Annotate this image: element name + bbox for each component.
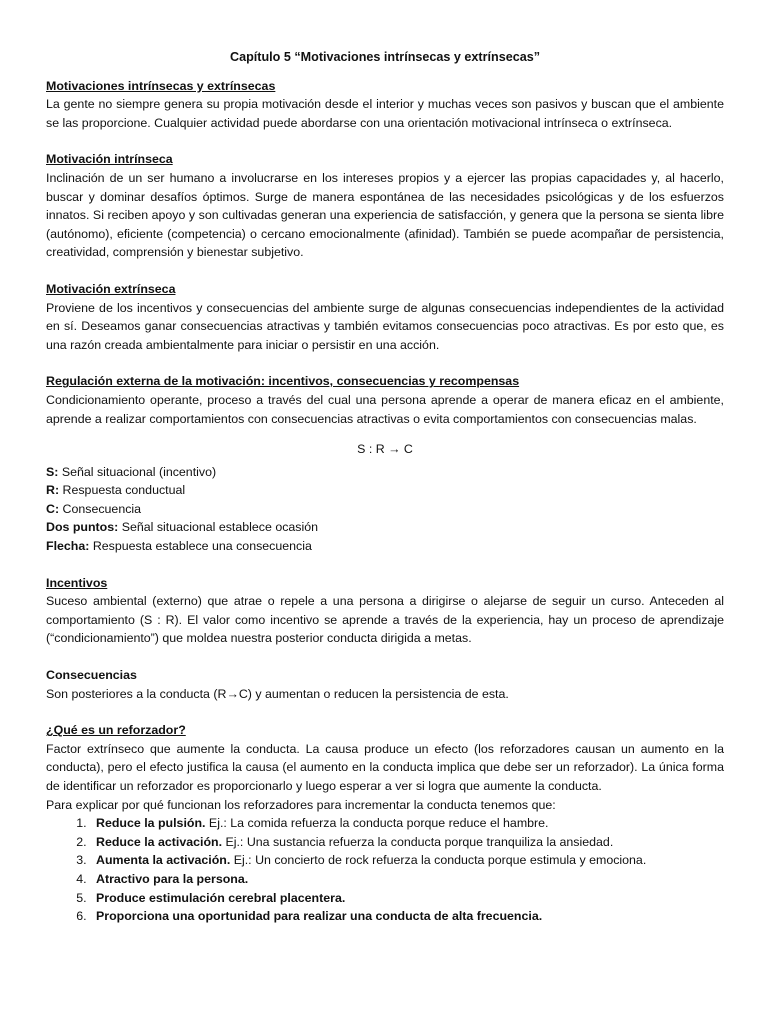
section-consecuencias (46, 666, 724, 703)
definition-desc: Respuesta conductual (59, 483, 186, 498)
definition-desc: Consecuencia (59, 501, 142, 516)
section-heading: Motivación extrínseca (46, 281, 176, 296)
section-heading: Motivación intrínseca (46, 152, 173, 167)
definition-item (46, 463, 724, 482)
section-paragraph: Inclinación de un ser humano a involucrarse en los intereses propios y a ejercer las propias capacidades y, al hacerlo, buscar y dominar desafíos óptimos. Surge de manera espontánea de las necesidades psicológicas y de los esfuerzos innatos. Si reciben apoyo y son cultivadas generan una experiencia de satisfacción, y genera que la persona se sienta libre (autónomo), eficiente (competencia) o cercano emocionalmente (afinidad). También se puede acompañar de persistencia, creatividad, comprensión y bienestar subjetivo. (46, 170, 724, 260)
list-item (90, 833, 724, 852)
list-item-bold: Reduce la pulsión. (96, 816, 206, 831)
definition-term: S: (46, 464, 59, 479)
page-title: Capítulo 5 “Motivaciones intrínsecas y extrínsecas” (229, 50, 541, 64)
list-item-text: Ej.: La comida refuerza la conducta porque reduce el hambre. (205, 816, 549, 831)
definition-list (46, 463, 724, 556)
definition-desc: Respuesta establece una consecuencia (89, 539, 312, 554)
definition-desc: Señal situacional (incentivo) (58, 464, 217, 479)
section-paragraph: Condicionamiento operante, proceso a través del cual una persona aprende a operar de manera eficaz en el ambiente, aprende a realizar comportamientos con consecuencias atractivas o evita comportamientos con consecuencias malas. (46, 392, 724, 426)
section-paragraph: Son posteriores a la conducta (R→C) y aumentan o reducen la persistencia de esta. (46, 686, 509, 701)
list-item (90, 814, 724, 833)
list-item (90, 907, 724, 926)
section-paragraph: Suceso ambiental (externo) que atrae o repele a una persona a dirigirse o alejarse de seguir un curso. Anteceden al comportamiento (S : R). El valor como incentivo se aprende a través de la experiencia, hay un proceso de aprendizaje (“condicionamiento”) que moldea nuestra posterior conducta dirigida a metas. (46, 594, 724, 646)
list-item-bold: Atractivo para la persona. (96, 871, 249, 886)
section-reforzador (46, 721, 724, 926)
list-item-bold: Reduce la activación. (96, 834, 223, 849)
section-paragraph: La gente no siempre genera su propia motivación desde el interior y muchas veces son pasivos y buscan que el ambiente se las proporcione. Cualquier actividad puede abordarse con una orientación motivacional intrínseca o extrínseca. (46, 97, 724, 130)
section-paragraph: Factor extrínseco que aumente la conducta. La causa produce un efecto (los reforzadores causan un aumento en la conducta), pero el efecto justifica la causa (el aumento en la conducta implica que debe ser un reforzador). La única forma de identificar un reforzador es proporcionarlo y luego esperar a ver si logra que aumente la conducta. (46, 741, 724, 793)
list-item-text: Ej.: Un concierto de rock refuerza la conducta porque estimula y emociona. (230, 853, 647, 868)
section-heading: Incentivos (46, 575, 108, 590)
definition-item (46, 537, 724, 556)
section-intro (46, 77, 724, 133)
reinforcer-list (46, 814, 724, 926)
section-heading: Motivaciones intrínsecas y extrínsecas (46, 78, 276, 93)
list-item-bold: Aumenta la activación. (96, 853, 231, 868)
list-item-bold: Produce estimulación cerebral placentera. (96, 890, 346, 905)
definition-item (46, 481, 724, 500)
list-item (90, 889, 724, 908)
definition-term: C: (46, 501, 60, 516)
definition-term: Flecha: (46, 539, 90, 554)
definition-item (46, 518, 724, 537)
section-paragraph: Proviene de los incentivos y consecuencias del ambiente surge de algunas consecuencias independientes de la actividad en sí. Deseamos ganar consecuencias atractivas y también evitamos consecuencias poco atractivas. Es por esto que, es una razón creada ambientalmente para iniciar o persistir en una acción. (46, 300, 724, 352)
formula: S : R → C (357, 442, 413, 457)
list-intro: Para explicar por qué funcionan los reforzadores para incrementar la conducta tenemos que: (46, 797, 556, 812)
definition-desc: Señal situacional establece ocasión (118, 520, 319, 535)
definition-term: Dos puntos: (46, 520, 119, 535)
section-incentivos (46, 574, 724, 648)
list-item-bold: Proporciona una oportunidad para realizar una conducta de alta frecuencia. (96, 909, 543, 924)
list-item-text: Ej.: Una sustancia refuerza la conducta porque tranquiliza la ansiedad. (222, 834, 614, 849)
section-intrinseca (46, 150, 724, 262)
section-heading: ¿Qué es un reforzador? (46, 723, 186, 738)
list-item (90, 870, 724, 889)
section-heading: Regulación externa de la motivación: incentivos, consecuencias y recompensas (46, 374, 520, 389)
definition-term: R: (46, 483, 60, 498)
definition-item (46, 500, 724, 519)
section-extrinseca (46, 280, 724, 354)
list-item (90, 851, 724, 870)
section-heading: Consecuencias (46, 668, 137, 683)
section-regulacion (46, 372, 724, 555)
